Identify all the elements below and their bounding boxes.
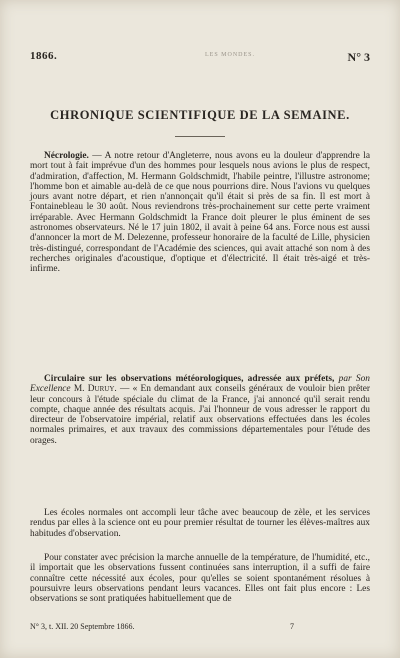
issue-number: N° 3 — [347, 50, 370, 64]
circular-text: — « En demandant aux conseils généraux de vouloir bien prêter leur concours à l'étude spéciale du climat de la France, j'ai annoncé qu'il serait rendu compte, chaque année des résultats acquis. J'ai l'honneur de vous adresser le rapport du directeur de l'observatoire impérial, relatif aux observations effectuées dans les écoles normales primaires, et aux travaux des commissions départementales pour l'étude des orages. — [30, 384, 370, 446]
circular-paragraph-2: Les écoles normales ont accompli leur tâche avec beaucoup de zèle, et les services rendus par elles à la science ont eu pour premier résultat de tourner les élèves-maîtres aux habitudes d'observation. — [30, 508, 370, 539]
minister-name: M. Duruy. — [73, 384, 117, 395]
circular-paragraph-3: Pour constater avec précision la marche annuelle de la température, de l'humidité, etc., il importait que les observations fussent continuées sans interruption, il a suffi de faire connaître cette nécessité aux écoles, pour qu'elles se soient spontanément résolues à poursuivre leurs observations pendant leurs vacances. Elles ont fait plus encore : Les observations se sont pratiquées habituellement que de — [30, 553, 370, 605]
obituary-text: — A notre retour d'Angleterre, nous avons eu la douleur d'apprendre la mort tout à fait imprévue d'un des hommes pour lesquels nous avions le plus de respect, d'admiration, d'affection, M. Hermann Goldschmidt, l'habile peintre, l'illustre astronome; l'homme bon et aimable au-delà de ce que nous pourrions dire. Nous l'avions vu quelques jours avant notre départ, et rien n'annonçait qu'il était si près de sa fin. Il est mort à Fontainebleau le 30 août. Nous reviendrons très-prochainement sur cette perte vraiment irréparable. Avec Hermann Goldschmidt la France doit pleurer le plus éminent de ses astronomes observateurs. Né le 17 juin 1802, il avait à peine 64 ans. Force nous est aussi d'annoncer la mort de M. Delezenne, professeur honoraire de la faculté de Lille, physicien très-distingué, correspondant de l'Académie des sciences, qui avait attaché son nom à des recherches originales d'acoustique, d'optique et d'électricité. Il était très-aigé et très-infirme. — [30, 151, 370, 275]
page-header — [30, 50, 370, 66]
title-rule — [175, 136, 225, 137]
circular-heading-italic: par Son Excellence — [30, 374, 370, 395]
circular-paragraph — [30, 374, 370, 503]
page-mark: 7 — [290, 622, 294, 631]
obituary-keyword: Nécrologie. — [44, 151, 89, 161]
page-footer — [30, 622, 370, 634]
running-head: LES MONDES. — [205, 52, 256, 58]
signature-mark: N° 3, t. XII. 20 Septembre 1866. — [30, 622, 135, 631]
obituary-paragraph — [30, 151, 370, 361]
page-title: CHRONIQUE SCIENTIFIQUE DE LA SEMAINE. — [50, 108, 350, 122]
year-label: 1866. — [30, 50, 58, 62]
circular-heading: Circulaire sur les observations météorologiques, adressée aux préfets, — [44, 374, 335, 384]
